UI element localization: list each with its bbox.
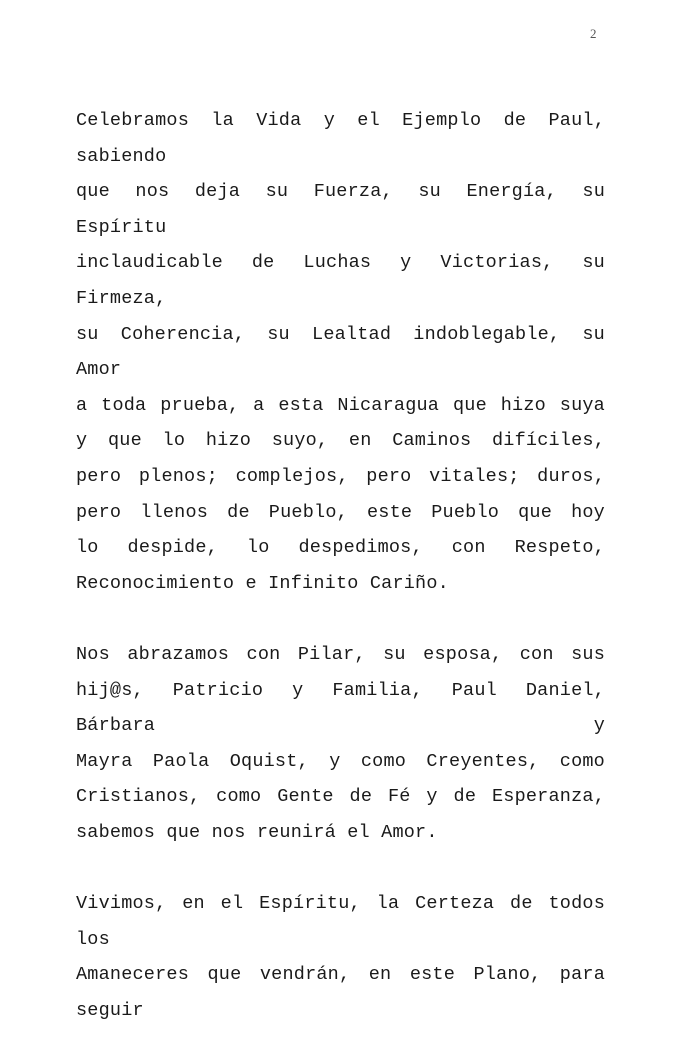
page-number: 2	[590, 26, 597, 41]
text-line: Amaneceres que vendrán, en este Plano, para seguir	[76, 964, 605, 1021]
text-line: pero plenos; complejos, pero vitales; duros,	[76, 465, 605, 487]
document-body	[76, 103, 605, 1064]
paragraph-2	[76, 637, 605, 851]
text-line: hij@s, Patricio y Familia, Paul Daniel, Bárbara y	[76, 679, 605, 737]
text-line: inclaudicable de Luchas y Victorias, su Firmeza,	[76, 252, 605, 309]
text-line: y que lo hizo suyo, en Caminos difíciles,	[76, 430, 605, 452]
text-line: su Coherencia, su Lealtad indoblegable, su Amor	[76, 323, 605, 381]
text-line: Cristianos, como Gente de Fé y de Esperanza,	[76, 786, 605, 808]
text-line: pero llenos de Pueblo, este Pueblo que hoy	[76, 501, 605, 523]
text-line: a toda prueba, a esta Nicaragua que hizo suya	[76, 394, 605, 416]
text-line: Celebramos la Vida y el Ejemplo de Paul, sabiendo	[76, 110, 605, 167]
paragraph-3	[76, 886, 605, 1028]
paragraph-1	[76, 103, 605, 601]
text-line: sabemos que nos reunirá el Amor.	[76, 821, 438, 843]
text-line: lo despide, lo despedimos, con Respeto,	[76, 537, 605, 559]
text-line: Mayra Paola Oquist, y como Creyentes, como	[76, 750, 605, 772]
text-line: Nos abrazamos con Pilar, su esposa, con sus	[76, 643, 605, 665]
text-line: que nos deja su Fuerza, su Energía, su Espíritu	[76, 181, 605, 238]
text-line: Vivimos, en el Espíritu, la Certeza de todos los	[76, 893, 605, 950]
text-line: Reconocimiento e Infinito Cariño.	[76, 572, 449, 594]
